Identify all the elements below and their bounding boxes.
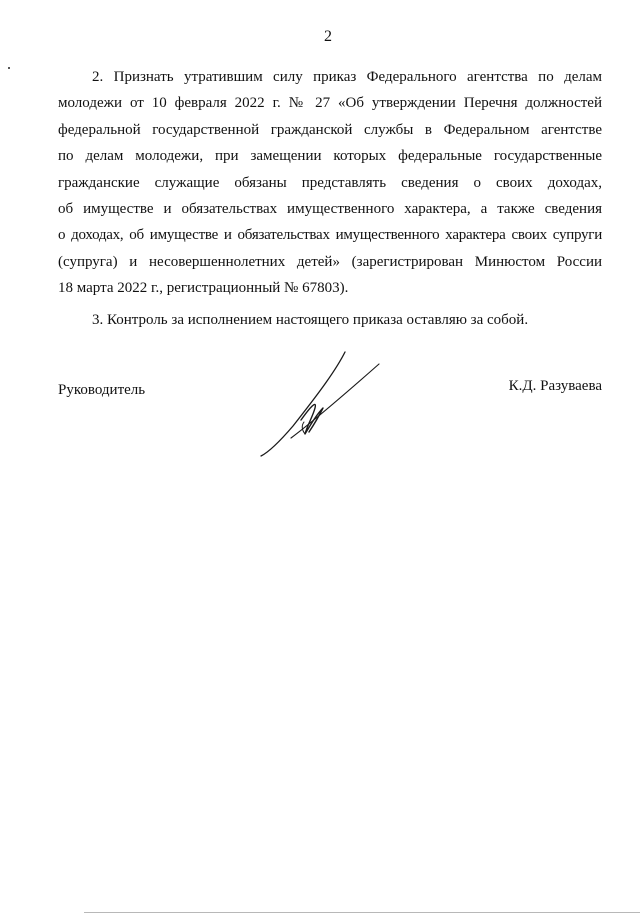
text-line: по делам молодежи, при замещении которых федеральные государственные — [58, 148, 602, 165]
text-line: федеральной государственной гражданской службы в Федеральном агентстве — [58, 121, 602, 138]
text-line: 3. Контроль за исполнением настоящего приказа оставляю за собой. — [92, 311, 529, 328]
document-body — [58, 64, 602, 333]
signatory-name: К.Д. Разуваева — [508, 378, 602, 394]
page-number: 2 — [324, 28, 332, 45]
text-line: (супруга) и несовершеннолетних детей» (зарегистрирован Минюстом России — [58, 253, 602, 270]
position-title: Руководитель — [58, 382, 146, 398]
text-line: 18 марта 2022 г., регистрационный № 67803). — [58, 280, 349, 297]
scan-speck — [8, 67, 10, 69]
paragraph-2 — [58, 64, 602, 302]
text-line: о доходах, об имуществе и обязательствах имущественного характера своих супруги — [58, 227, 602, 244]
paragraph-3 — [58, 307, 602, 333]
text-line: об имуществе и обязательствах имущественного характера, а также сведения — [58, 201, 602, 218]
signature-stroke — [301, 404, 323, 434]
signature-stroke — [291, 364, 379, 438]
text-line: 2. Признать утратившим силу приказ Федерального агентства по делам — [92, 69, 602, 85]
handwritten-signature — [255, 350, 385, 460]
text-line: молодежи от 10 февраля 2022 г. № 27 «Об утверждении Перечня должностей — [58, 95, 602, 112]
text-line: гражданские служащие обязаны представлять сведения о своих доходах, — [58, 174, 602, 191]
scan-bottom-edge — [84, 912, 640, 913]
